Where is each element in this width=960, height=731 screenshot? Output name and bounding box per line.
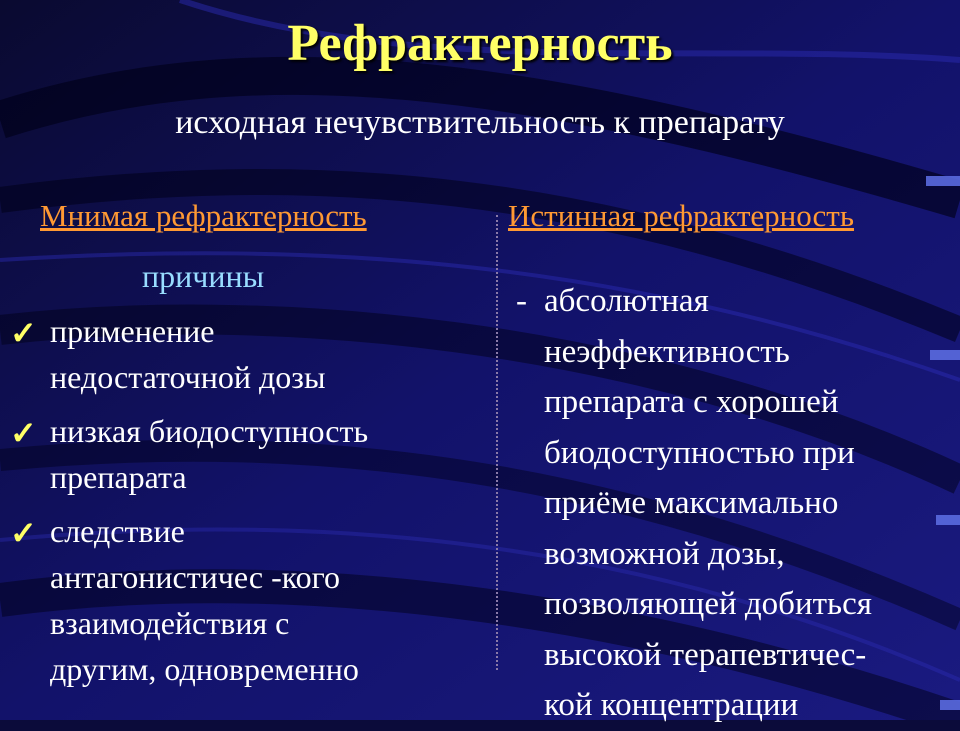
causes-list <box>10 308 490 700</box>
definition-line: кой концентрации <box>544 687 799 723</box>
true-refractoriness-definition <box>516 276 960 731</box>
definition-line: биодоступностью при <box>544 434 855 471</box>
checkmark-icon: ✓ <box>10 515 37 551</box>
definition-line: позволяющей добиться <box>544 586 872 622</box>
list-item <box>10 408 490 500</box>
list-item-line: низкая биодоступность <box>50 413 369 449</box>
heading-true-refractoriness: Истинная рефрактерность <box>508 198 854 233</box>
list-item <box>10 308 490 400</box>
definition-line: высокой терапевтичес- <box>544 636 867 673</box>
heading-imaginary-refractoriness: Мнимая рефрактерность <box>40 198 367 233</box>
list-item <box>10 508 490 692</box>
list-item-line: применение <box>50 313 215 349</box>
definition-line: препарата с хорошей <box>544 384 839 420</box>
list-item-line: недостаточной дозы <box>50 359 326 395</box>
checkmark-icon: ✓ <box>10 315 37 351</box>
list-item-line: взаимодействия с <box>50 605 290 641</box>
column-divider <box>496 215 498 670</box>
definition-line: неэффективность <box>544 333 790 370</box>
definition-line: приёме максимально <box>544 485 839 521</box>
definition-line: - абсолютная <box>516 276 960 327</box>
slide-subtitle: исходная нечувствительность к препарату <box>175 104 785 141</box>
checkmark-icon: ✓ <box>10 415 37 451</box>
dash-marker: - <box>516 283 527 319</box>
list-item-line: препарата <box>50 459 187 495</box>
definition-line: возможной дозы, <box>544 535 785 572</box>
list-item-line: антагонистичес -кого <box>50 559 340 595</box>
list-item-line: следствие <box>50 513 185 549</box>
causes-label: причины <box>142 258 265 294</box>
list-item-line: другим, одновременно <box>50 651 359 687</box>
slide-title: Рефрактерность <box>287 15 673 72</box>
